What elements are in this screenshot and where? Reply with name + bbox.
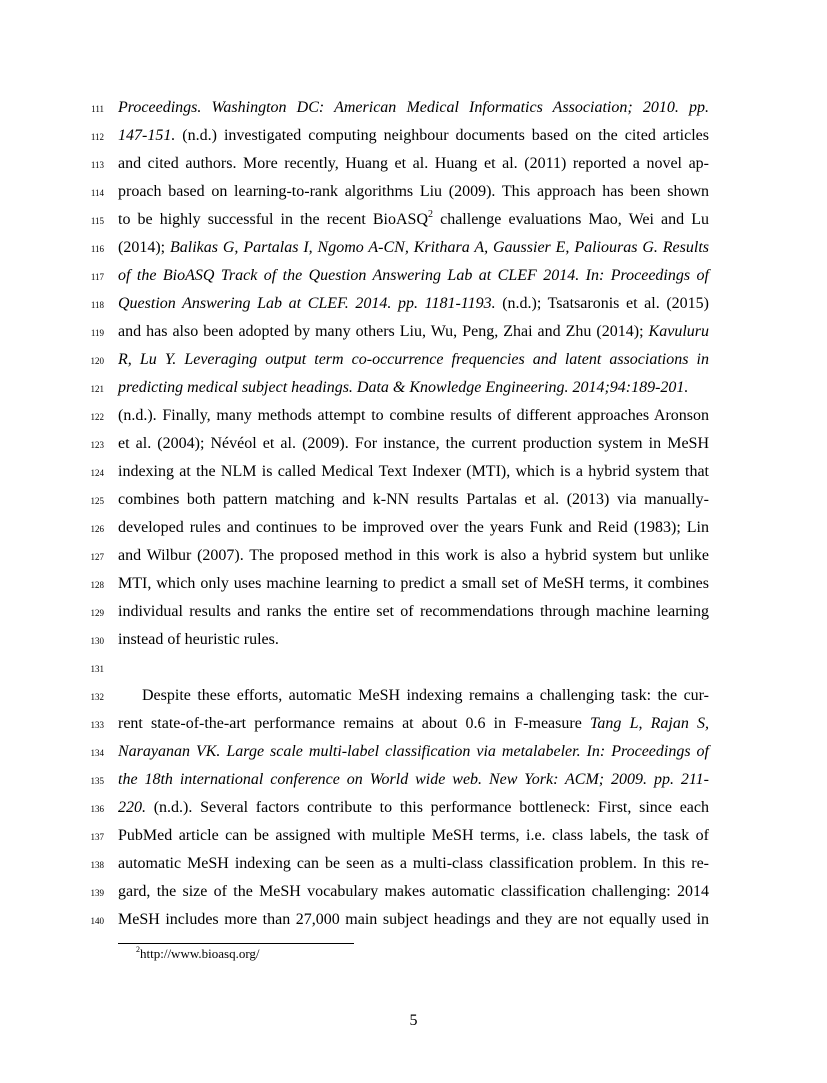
line-number: 138 (90, 860, 104, 870)
text-line (0, 402, 827, 430)
text-line (0, 178, 827, 206)
line-number: 121 (90, 384, 104, 394)
italic-span: the 18th international conference on World wide web. New York: ACM; 2009. pp. 211- (118, 771, 709, 788)
line-text (118, 514, 709, 542)
text-span: (n.d.). Several factors contribute to this performance bottleneck: First, since each (146, 799, 709, 816)
italic-span: Proceedings. Washington DC: American Medical Informatics Association; 2010. pp. (118, 99, 709, 116)
text-line (0, 766, 827, 794)
line-text (118, 206, 709, 234)
line-number: 118 (90, 300, 104, 310)
line-text (118, 822, 709, 850)
line-number: 140 (90, 916, 104, 926)
italic-span: predicting medical subject headings. Data & Knowledge Engineering. 2014;94:189-201. (118, 379, 689, 396)
line-text (118, 850, 709, 878)
text-span: et al. (2004); Névéol et al. (2009). For instance, the current production system in MeSH (118, 435, 709, 452)
text-span: and has also been adopted by many others Liu, Wu, Peng, Zhai and Zhu (2014); (118, 323, 649, 340)
italic-span: Question Answering Lab at CLEF. 2014. pp. 1181-1193. (118, 295, 496, 312)
text-span: gard, the size of the MeSH vocabulary makes automatic classification challenging: 2014 (118, 883, 709, 900)
line-text (118, 794, 709, 822)
text-span: and cited authors. More recently, Huang et al. Huang et al. (2011) reported a novel ap- (118, 155, 709, 172)
text-line (0, 878, 827, 906)
line-number: 125 (90, 496, 104, 506)
line-number: 124 (90, 468, 104, 478)
italic-span: Tang L, Rajan S, (589, 715, 710, 732)
line-number: 135 (90, 776, 104, 786)
line-text (118, 346, 709, 374)
text-line (0, 906, 827, 934)
italic-span: R, Lu Y. Leveraging output term co-occurrence frequencies and latent associations in (118, 351, 709, 368)
text-line (0, 94, 827, 122)
text-line (0, 626, 827, 654)
text-line (0, 486, 827, 514)
line-text (118, 234, 709, 262)
text-line (0, 822, 827, 850)
line-number: 136 (90, 804, 104, 814)
text-span: individual results and ranks the entire set of recommendations through machine learning (118, 603, 709, 620)
text-line (0, 598, 827, 626)
line-number: 130 (90, 636, 104, 646)
text-line (0, 794, 827, 822)
line-text (118, 486, 709, 514)
text-span: (n.d.); Tsatsaronis et al. (2015) (495, 295, 709, 312)
line-number: 112 (90, 132, 104, 142)
text-line (0, 318, 827, 346)
line-number: 117 (90, 272, 104, 282)
line-number: 119 (90, 328, 104, 338)
italic-span: 220. (118, 799, 146, 816)
text-span: and Wilbur (2007). The proposed method in this work is also a hybrid system but unlike (118, 547, 709, 564)
italic-span: Balikas G, Partalas I, Ngomo A-CN, Krithara A, Gaussier E, Paliouras G. Results (170, 239, 709, 256)
line-text (118, 626, 709, 654)
line-text (118, 374, 709, 402)
text-line (0, 262, 827, 290)
text-line (0, 542, 827, 570)
text-span: rent state-of-the-art performance remains at about 0.6 in F-measure (118, 715, 590, 732)
line-number: 139 (90, 888, 104, 898)
text-line (0, 738, 827, 766)
text-span: automatic MeSH indexing can be seen as a multi-class classification problem. In this re- (118, 855, 709, 872)
line-text (118, 290, 709, 318)
text-span: combines both pattern matching and k-NN results Partalas et al. (2013) via manually- (118, 491, 709, 508)
line-number: 115 (90, 216, 104, 226)
text-line (0, 654, 827, 682)
line-number: 132 (90, 692, 104, 702)
line-text (118, 262, 709, 290)
line-number: 134 (90, 748, 104, 758)
line-number: 126 (90, 524, 104, 534)
italic-span: Kavuluru (648, 323, 709, 340)
text-span: PubMed article can be assigned with multiple MeSH terms, i.e. class labels, the task of (118, 827, 709, 844)
line-number: 127 (90, 552, 104, 562)
line-text (118, 178, 709, 206)
line-text (118, 318, 709, 346)
line-number: 116 (90, 244, 104, 254)
page-number: 5 (409, 1012, 418, 1029)
text-span: MTI, which only uses machine learning to predict a small set of MeSH terms, it combines (118, 575, 709, 592)
line-text (118, 710, 709, 738)
line-text (118, 430, 709, 458)
line-number: 128 (90, 580, 104, 590)
text-line (0, 458, 827, 486)
line-number: 120 (90, 356, 104, 366)
text-line (0, 570, 827, 598)
text-line (0, 290, 827, 318)
line-text (118, 542, 709, 570)
text-line (0, 150, 827, 178)
footnote (136, 946, 260, 962)
text-span: developed rules and continues to be improved over the years Funk and Reid (1983); Lin (118, 519, 709, 536)
text-span: MeSH includes more than 27,000 main subject headings and they are not equally used in (118, 911, 709, 928)
line-number: 111 (91, 104, 104, 114)
text-line (0, 374, 827, 402)
text-line (0, 850, 827, 878)
line-number: 129 (90, 608, 104, 618)
line-text (118, 458, 709, 486)
footnote-mark: 2 (136, 944, 140, 954)
text-line (0, 514, 827, 542)
line-text (118, 738, 709, 766)
italic-span: 147-151. (118, 127, 176, 144)
text-line (0, 710, 827, 738)
text-span: proach based on learning-to-rank algorithms Liu (2009). This approach has been shown (118, 183, 709, 200)
text-span: instead of heuristic rules. (118, 631, 279, 648)
text-span: (n.d.). Finally, many methods attempt to combine results of different approaches Aronson (118, 407, 709, 424)
line-text (118, 570, 709, 598)
line-text (118, 878, 709, 906)
line-text (118, 94, 709, 122)
line-text (118, 598, 709, 626)
text-span: to be highly successful in the recent BioASQ (118, 211, 429, 228)
italic-span: of the BioASQ Track of the Question Answering Lab at CLEF 2014. In: Proceedings of (118, 267, 709, 284)
footnote-rule (118, 943, 354, 944)
line-number: 137 (90, 832, 104, 842)
text-span: Despite these efforts, automatic MeSH indexing remains a challenging task: the cur- (142, 687, 709, 704)
text-line (0, 682, 827, 710)
footnote-text: http://www.bioasq.org/ (140, 946, 260, 961)
footnote-ref: 2 (428, 208, 434, 220)
italic-span: Narayanan VK. Large scale multi-label classification via metalabeler. In: Proceedings of (118, 743, 709, 760)
line-number: 113 (90, 160, 104, 170)
text-line (0, 430, 827, 458)
text-line (0, 206, 827, 234)
text-span: (2014); (118, 239, 170, 256)
line-number: 133 (90, 720, 104, 730)
line-text (118, 122, 709, 150)
text-span: (n.d.) investigated computing neighbour documents based on the cited articles (175, 127, 709, 144)
text-line (0, 346, 827, 374)
text-line (0, 234, 827, 262)
text-line (0, 122, 827, 150)
line-number: 123 (90, 440, 104, 450)
line-text (142, 682, 709, 710)
line-number: 114 (90, 188, 104, 198)
line-text (118, 906, 709, 934)
line-text (118, 766, 709, 794)
line-number: 122 (90, 412, 104, 422)
line-text (118, 150, 709, 178)
line-text (118, 402, 709, 430)
line-number: 131 (90, 664, 104, 674)
text-span: challenge evaluations Mao, Wei and Lu (433, 211, 709, 228)
text-span: indexing at the NLM is called Medical Text Indexer (MTI), which is a hybrid system that (118, 463, 709, 480)
